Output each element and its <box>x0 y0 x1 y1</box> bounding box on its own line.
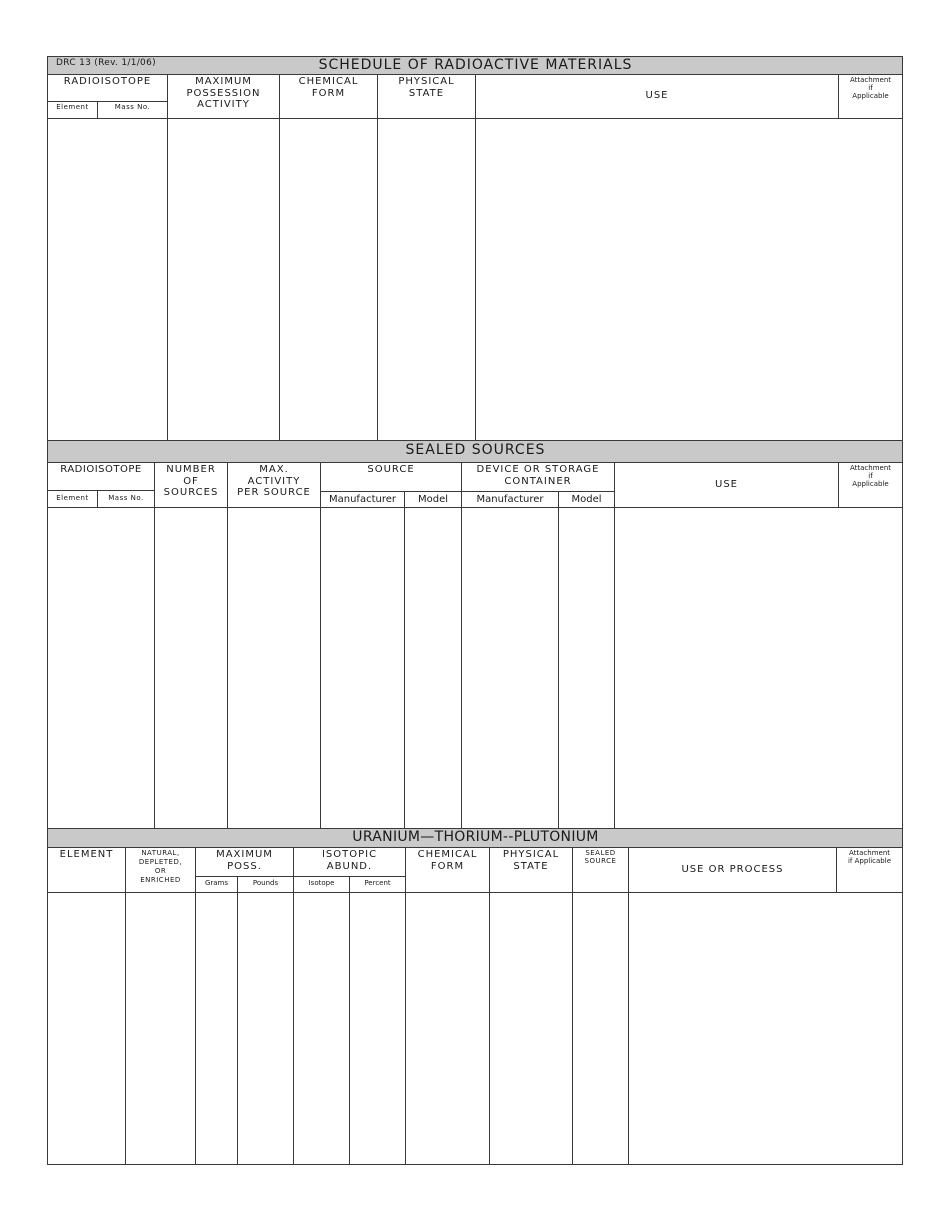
s1-max-possession-line1: MAXIMUM <box>195 76 252 87</box>
s2-attachment-line2: if <box>868 472 873 481</box>
s1-physical-state-line2: STATE <box>408 87 445 99</box>
s3-sealed-source-entry-cell[interactable] <box>573 893 628 1164</box>
s2-number-line3: SOURCES <box>163 487 219 498</box>
s1-physical-state-line1: PHYSICAL <box>398 76 455 87</box>
s2-mass-no-header: Mass No. <box>108 494 144 502</box>
s3-natural-header <box>126 849 195 885</box>
s3-attachment-line1: Attachment <box>848 849 891 857</box>
s2-device-line1: DEVICE OR STORAGE <box>476 464 600 475</box>
s3-isotopic-line1: ISOTOPIC <box>321 849 378 860</box>
s2-number-of-sources-header <box>155 464 227 499</box>
s2-use-header: USE <box>715 479 738 490</box>
s2-radioisotope-entry-cell[interactable] <box>48 508 154 828</box>
s3-max-poss-line2: POSS. <box>227 860 262 872</box>
s3-physical-state-entry-cell[interactable] <box>490 893 572 1164</box>
s2-number-entry-cell[interactable] <box>155 508 227 828</box>
s2-device-manufacturer-entry-cell[interactable] <box>462 508 558 828</box>
s3-sealed-source-line2: SOURCE <box>584 857 617 866</box>
s3-percent-entry-cell[interactable] <box>350 893 405 1164</box>
s1-physical-state-entry-cell[interactable] <box>378 119 475 440</box>
s1-attachment-line3: Applicable <box>852 92 889 101</box>
s2-max-activity-line1: MAX. <box>259 464 289 475</box>
s3-element-entry-cell[interactable] <box>48 893 125 1164</box>
s3-natural-entry-cell[interactable] <box>126 893 195 1164</box>
form-id: DRC 13 (Rev. 1/1/06) <box>56 58 156 68</box>
s1-chemical-form-header <box>280 76 377 99</box>
s3-sealed-source-header <box>573 849 628 865</box>
s3-pounds-header: Pounds <box>252 879 279 887</box>
s3-chemical-form-line1: CHEMICAL <box>417 849 478 860</box>
s1-chemical-form-entry-cell[interactable] <box>280 119 377 440</box>
s3-isotopic-line2: ABUND. <box>326 860 373 872</box>
s2-device-line2: CONTAINER <box>504 475 572 487</box>
s2-device-manufacturer-header: Manufacturer <box>476 494 544 505</box>
s3-max-poss-header <box>196 849 293 872</box>
s1-attachment-line2: if <box>868 84 873 93</box>
s2-max-activity-entry-cell[interactable] <box>228 508 320 828</box>
s3-element-header: ELEMENT <box>59 849 114 860</box>
s3-natural-line4: ENRICHED <box>140 876 181 885</box>
s3-isotopic-header <box>294 849 405 872</box>
s1-physical-state-header <box>378 76 475 99</box>
s3-chemical-form-entry-cell[interactable] <box>406 893 489 1164</box>
s3-isotope-header: Isotope <box>308 879 335 887</box>
s2-element-header: Element <box>56 494 89 502</box>
s1-use-header: USE <box>645 90 669 101</box>
s3-chemical-form-header <box>406 849 489 872</box>
s3-physical-state-header <box>490 849 572 872</box>
s1-chemical-form-line2: FORM <box>311 87 346 99</box>
s2-max-activity-header <box>228 464 320 499</box>
s2-device-model-entry-cell[interactable] <box>559 508 614 828</box>
s3-physical-state-line1: PHYSICAL <box>502 849 560 860</box>
s3-natural-line1: NATURAL, <box>141 849 180 857</box>
s1-radioisotope-header: RADIOISOTOPE <box>63 76 152 87</box>
s1-attachment-line1: Attachment <box>849 76 892 84</box>
s2-device-model-header: Model <box>571 494 602 505</box>
s3-use-or-process-entry-cell[interactable] <box>629 893 902 1164</box>
s2-source-model-header: Model <box>417 494 449 505</box>
section2-title: SEALED SOURCES <box>405 442 546 458</box>
s2-source-model-entry-cell[interactable] <box>405 508 461 828</box>
s2-source-manufacturer-header: Manufacturer <box>329 494 396 505</box>
s2-attachment-line3: Applicable <box>852 480 889 489</box>
s1-mass-no-header: Mass No. <box>114 103 151 111</box>
s2-source-manufacturer-entry-cell[interactable] <box>321 508 404 828</box>
s3-percent-header: Percent <box>364 879 391 887</box>
s3-natural-line2: DEPLETED, <box>138 858 183 867</box>
s3-attachment-line2: if Applicable <box>847 857 892 866</box>
s3-grams-entry-cell[interactable] <box>196 893 237 1164</box>
s2-attachment-line1: Attachment <box>849 464 892 472</box>
s1-max-possession-line3: ACTIVITY <box>197 99 250 110</box>
s3-natural-line3: OR <box>154 867 167 876</box>
s3-pounds-entry-cell[interactable] <box>238 893 293 1164</box>
s3-grams-header: Grams <box>204 879 229 887</box>
s1-radioisotope-entry-cell[interactable] <box>48 119 167 440</box>
s2-max-activity-line2: ACTIVITY <box>247 475 301 487</box>
s2-use-entry-cell[interactable] <box>615 508 902 828</box>
s3-use-or-process-header: USE OR PROCESS <box>681 864 784 875</box>
s2-attachment-header <box>839 464 902 488</box>
section3-title: URANIUM—THORIUM--PLUTONIUM <box>352 829 599 845</box>
s3-physical-state-line2: STATE <box>513 860 549 872</box>
s1-chemical-form-line1: CHEMICAL <box>298 76 359 87</box>
s2-radioisotope-header: RADIOISOTOPE <box>60 464 142 475</box>
s1-max-possession-entry-cell[interactable] <box>168 119 279 440</box>
s2-source-header: SOURCE <box>367 464 415 475</box>
s3-sealed-source-line1: SEALED <box>585 849 616 857</box>
s2-device-header <box>462 464 614 487</box>
section1-title: SCHEDULE OF RADIOACTIVE MATERIALS <box>318 57 633 73</box>
s3-attachment-header <box>837 849 902 865</box>
s1-max-possession-header <box>168 76 279 111</box>
s3-isotope-entry-cell[interactable] <box>294 893 349 1164</box>
s1-element-header: Element <box>56 103 89 111</box>
s1-attachment-header <box>839 76 902 100</box>
s2-number-line2: OF <box>183 475 199 487</box>
s2-number-line1: NUMBER <box>166 464 216 475</box>
s1-max-possession-line2: POSSESSION <box>186 87 261 99</box>
s1-use-entry-cell[interactable] <box>476 119 902 440</box>
s3-chemical-form-line2: FORM <box>430 860 465 872</box>
s2-max-activity-line3: PER SOURCE <box>237 487 311 498</box>
s3-max-poss-line1: MAXIMUM <box>216 849 273 860</box>
